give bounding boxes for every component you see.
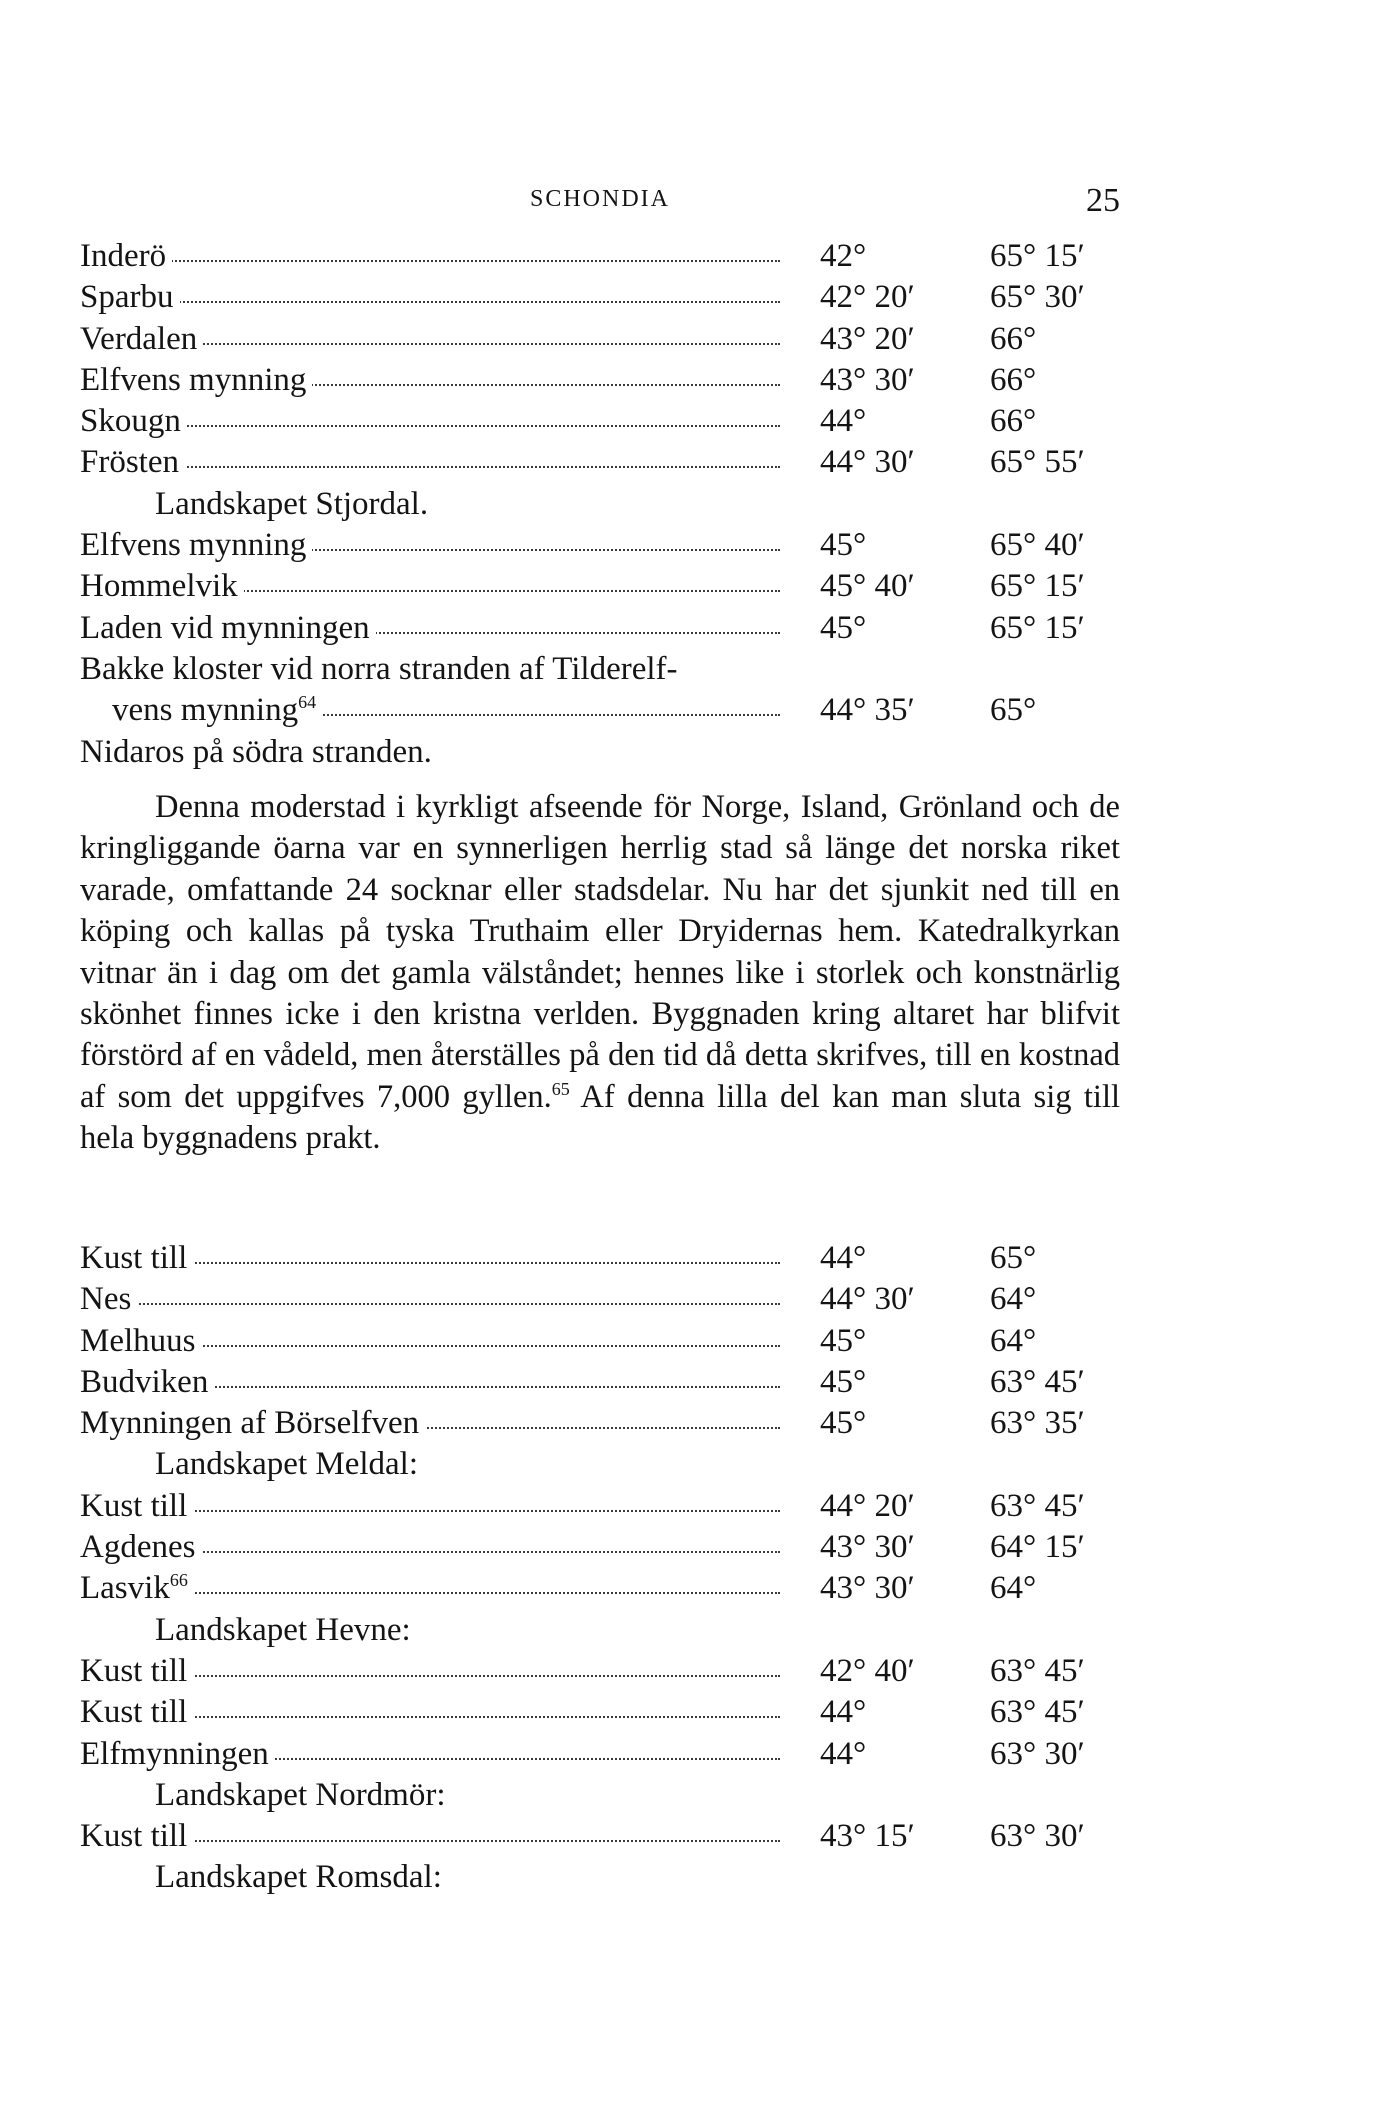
table-row — [80, 1238, 1120, 1279]
latitude: 42° — [820, 238, 867, 274]
longitude: 63° 45′ — [990, 1652, 1085, 1689]
place-name: Kust till — [80, 1238, 193, 1279]
place-name: Mynningen af Börselfven — [80, 1403, 425, 1444]
place-table-1 — [80, 236, 1120, 773]
longitude: 64° — [990, 1281, 1037, 1318]
section-heading — [80, 1610, 1120, 1651]
table-row — [80, 566, 1120, 607]
section-heading — [80, 1444, 1120, 1485]
heading-romsdal: Landskapet Romsdal: — [155, 1859, 442, 1896]
latitude: 42° 40′ — [820, 1652, 915, 1689]
place-name: Kust till — [80, 1486, 193, 1527]
latitude: 43° 30′ — [820, 1529, 915, 1566]
place-name: Agdenes — [80, 1527, 201, 1568]
latitude: 45° — [820, 609, 867, 646]
footnote-ref: 65 — [551, 1079, 570, 1100]
latitude: 45° — [820, 1405, 867, 1442]
heading-hevne: Landskapet Hevne: — [155, 1611, 411, 1648]
place-name: Kust till — [80, 1692, 193, 1733]
table-row — [80, 1279, 1120, 1320]
longitude: 65° 15′ — [990, 238, 1085, 274]
table-row — [80, 1362, 1120, 1403]
heading-nordmor: Landskapet Nordmör: — [155, 1776, 446, 1813]
longitude: 65° — [990, 692, 1037, 729]
bakke-line-1 — [80, 649, 1120, 690]
place-name: Kust till — [80, 1651, 193, 1692]
heading-meldal: Landskapet Meldal: — [155, 1446, 419, 1483]
latitude: 42° 20′ — [820, 279, 915, 316]
paragraph-text-end: Af denna lilla del kan man sluta sig till hela byggnadens prakt. — [80, 1078, 1121, 1157]
latitude: 44° 30′ — [820, 1281, 915, 1318]
latitude: 43° 20′ — [820, 320, 915, 357]
place-name: Elfvens mynning — [80, 360, 312, 401]
place-name — [80, 1568, 194, 1609]
longitude: 66° — [990, 403, 1037, 440]
latitude: 45° — [820, 1363, 867, 1400]
table-row — [80, 1403, 1120, 1444]
table-row — [80, 1734, 1120, 1775]
table-row — [80, 360, 1120, 401]
longitude: 64° — [990, 1322, 1037, 1359]
nidaros-text: Nidaros på södra stranden. — [80, 733, 432, 770]
latitude: 44° — [820, 403, 867, 440]
table-row — [80, 1816, 1120, 1857]
body-paragraph — [80, 787, 1120, 1160]
place-name: Elfvens mynning — [80, 525, 312, 566]
table-row — [80, 1692, 1120, 1733]
table-row — [80, 1527, 1120, 1568]
section-heading — [80, 1775, 1120, 1816]
table-row — [80, 236, 1120, 277]
place-name: Laden vid mynningen — [80, 608, 376, 649]
latitude: 43° 30′ — [820, 361, 915, 398]
place-name-text: Lasvik — [80, 1570, 170, 1607]
place-name: Inderö — [80, 236, 172, 277]
place-name: Nes — [80, 1279, 137, 1320]
place-name: Skougn — [80, 401, 187, 442]
table-row — [80, 608, 1120, 649]
latitude: 44° — [820, 1735, 867, 1772]
longitude: 63° 45′ — [990, 1694, 1085, 1731]
running-head — [80, 182, 1120, 222]
bakke-text-cont: vens mynning — [112, 692, 299, 729]
section-heading — [80, 1857, 1120, 1898]
longitude: 63° 45′ — [990, 1363, 1085, 1400]
longitude: 65° 30′ — [990, 279, 1085, 316]
place-name: Sparbu — [80, 277, 180, 318]
latitude: 45° — [820, 527, 867, 564]
longitude: 65° 15′ — [990, 568, 1085, 605]
longitude: 66° — [990, 320, 1037, 357]
paragraph-text: Denna moderstad i kyrkligt afseende för Norge, Island, Grönland och de kringliggande öarna var en synnerligen herrlig stad så länge det norska riket varade, omfattande 24 socknar eller stadsdelar. Nu har det sjunkit ned till en köping och kallas på tyska Truthaim eller Dryidernas hem. Katedralkyrkan vitnar än i dag om det gamla välståndet; hennes like i storlek och konstnärlig skönhet finnes icke i den kristna verlden. Byggnaden kring altaret har blifvit förstörd af en vådeld, men återställes på den tid då detta skrifves, till en kostnad af som det uppgifves 7,000 gyllen. — [80, 789, 1120, 1115]
longitude: 63° 30′ — [990, 1735, 1085, 1772]
table-row — [80, 277, 1120, 318]
latitude: 43° 15′ — [820, 1818, 915, 1855]
longitude: 63° 45′ — [990, 1487, 1085, 1524]
table-row — [80, 401, 1120, 442]
longitude: 65° — [990, 1240, 1037, 1276]
place-name — [112, 690, 322, 731]
latitude: 43° 30′ — [820, 1570, 915, 1607]
place-table-2 — [80, 1238, 1120, 1899]
longitude: 64° 15′ — [990, 1529, 1085, 1566]
latitude: 45° 40′ — [820, 568, 915, 605]
heading-stjordal: Landskapet Stjordal. — [155, 485, 429, 522]
longitude: 65° 15′ — [990, 609, 1085, 646]
place-name: Melhuus — [80, 1321, 202, 1362]
latitude: 44° 20′ — [820, 1487, 915, 1524]
place-name: Elfmynningen — [80, 1734, 275, 1775]
table-row — [80, 1486, 1120, 1527]
place-name: Budviken — [80, 1362, 214, 1403]
table-row — [80, 1321, 1120, 1362]
section-heading — [80, 484, 1120, 525]
latitude: 44° 30′ — [820, 444, 915, 481]
latitude: 44° — [820, 1240, 867, 1276]
place-name: Frösten — [80, 442, 185, 483]
running-title: SCHONDIA — [529, 186, 670, 212]
table-row — [80, 525, 1120, 566]
longitude: 63° 35′ — [990, 1405, 1085, 1442]
table-row — [80, 442, 1120, 483]
place-name: Verdalen — [80, 319, 203, 360]
table-row — [80, 690, 1120, 731]
place-name: Hommelvik — [80, 566, 244, 607]
longitude: 64° — [990, 1570, 1037, 1607]
longitude: 63° 30′ — [990, 1818, 1085, 1855]
latitude: 44° 35′ — [820, 692, 915, 729]
table-row — [80, 319, 1120, 360]
bakke-text: Bakke kloster vid norra stranden af Tilderelf- — [80, 650, 678, 687]
longitude: 65° 40′ — [990, 527, 1085, 564]
page-number: 25 — [1086, 182, 1120, 219]
footnote-ref: 64 — [298, 692, 317, 713]
nidaros-line — [80, 732, 1120, 773]
longitude: 66° — [990, 361, 1037, 398]
table-row — [80, 1568, 1120, 1609]
latitude: 45° — [820, 1322, 867, 1359]
footnote-ref: 66 — [169, 1570, 188, 1591]
latitude: 44° — [820, 1694, 867, 1731]
place-name: Kust till — [80, 1816, 193, 1857]
table-row — [80, 1651, 1120, 1692]
longitude: 65° 55′ — [990, 444, 1085, 481]
